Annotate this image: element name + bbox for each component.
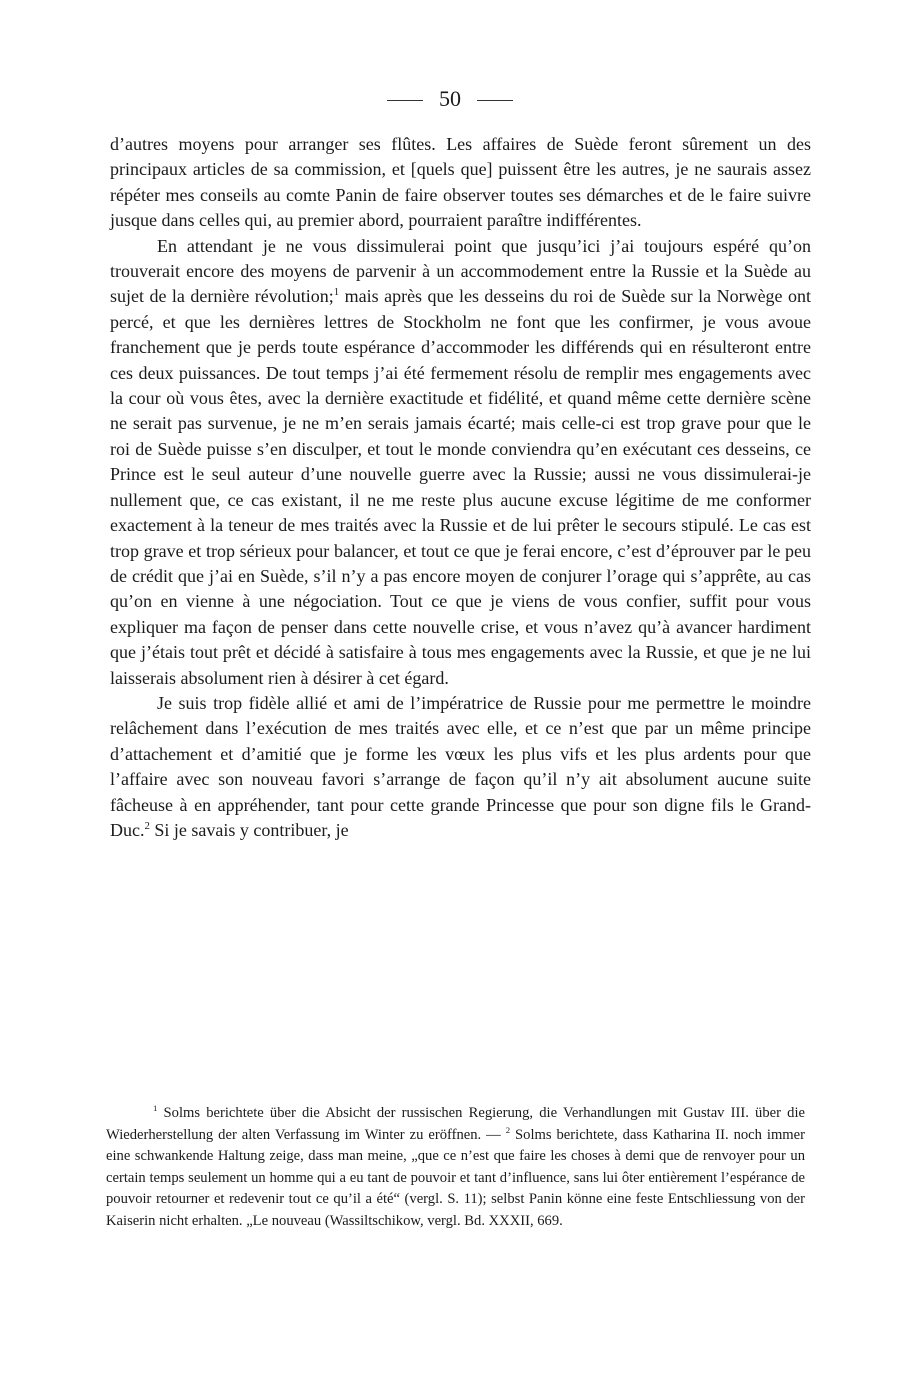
footnote-2-text: Solms berichtete, dass Katharina II. noch immer eine schwankende Haltung zeige, dass man meine, „que ce n’est que faire les choses à demi que de renvoyer pour un certain temps seulement un homme qui a eu tant de pouvoir et tant d’influence, sans lui ôter entièrement l’espérance de pouvoir retourner et redevenir tout ce qu’il a été“ (vergl. S. 11); selbst Panin könne eine feste Entschliessung von der Kaiserin nicht erhalten. „Le nouveau (Wassiltschikow, vergl. Bd. XXXII, 669.: [106, 1126, 805, 1229]
header-rule-left: [387, 100, 423, 101]
page-number: 50: [439, 86, 461, 111]
paragraph-3: [110, 691, 811, 843]
paragraph-3-part-2: Si je savais y contribuer, je: [149, 819, 349, 840]
paragraph-2: [110, 234, 811, 691]
page-header: [0, 86, 900, 112]
paragraph-1: d’autres moyens pour arranger ses flûtes. Les affaires de Suède feront sûrement un des principaux articles de sa commission, et [quels que] puissent être les autres, je ne saurais assez répéter mes conseils au comte Panin de faire observer toutes ses démarches et de le faire suivre jusque dans celles qui, au premier abord, pourraient paraître indifférentes.: [110, 134, 811, 231]
paragraph-3-part-1: Je suis trop fidèle allié et ami de l’impératrice de Russie pour me permettre le moindre relâchement dans l’exécution de mes traités avec elle, et ce n’est que par un même principe d’attachement et d’amitié que je forme les vœux les plus vifs et les plus ardents pour que l’affaire avec son nouveau favori s’arrange de façon qu’il n’y ait absolument aucune suite fâcheuse à en appréhender, tant pour cette grande Princesse que pour son digne fils le Grand-Duc.: [110, 692, 811, 840]
header-rule-right: [477, 100, 513, 101]
paragraph-2-part-2: mais après que les desseins du roi de Suède sur la Norwège ont percé, et que les dernières lettres de Stockholm ne font que les confirmer, je vous avoue franchement que je perds toute espérance d’accommoder les différends qui en résulteront entre ces deux puissances. De tout temps j’ai été fermement résolu de remplir mes engagements avec la cour où vous êtes, avec la dernière exactitude et fidélité, et quand même cette dernière scène ne serait pas survenue, je ne m’en serais jamais écarté; mais celle-ci est trop grave pour que le roi de Suède puisse s’en disculper, et tout le monde conviendra qu’en exécutant ces desseins, ce Prince est le seul auteur d’une nouvelle guerre avec la Russie; aussi ne vous dissimulerai-je nullement que, ce cas existant, il ne me reste plus aucune excuse légitime de me conformer exactement à la teneur de mes traités avec la Russie et de lui prêter le secours stipulé. Le cas est trop grave et trop sérieux pour balancer, et tout ce que je ferai encore, c’est d’éprouver par le peu de crédit que j’ai en Suède, s’il n’y a pas encore moyen de conjurer l’orage qui s’apprête, au cas qu’on en vienne à une négociation. Tout ce que je viens de vous confier, suffit pour vous expliquer ma façon de penser dans cette nouvelle crise, et vous n’avez qu’à avancer hardiment que j’étais tout prêt et décidé à satisfaire à tous mes engagements avec la Russie, et que je ne lui laisserais absolument rien à désirer à cet égard.: [110, 286, 812, 688]
footnotes: [106, 1103, 805, 1233]
main-text: [110, 132, 811, 843]
footnote-1-marker: 1: [153, 1103, 158, 1114]
footnote-2-marker: 2: [505, 1124, 511, 1135]
paragraph-2-part-1: En attendant je ne vous dissimulerai point que jusqu’ici j’ai toujours espéré qu’on trouverait encore des moyens de parvenir à un accommodement entre la Russie et la Suède au sujet de la dernière révolution;: [110, 235, 811, 307]
footnote-1-text: Solms berichtete über die Absicht der russischen Regierung, die Verhandlungen mit Gustav III. über die Wiederherstellung der alten Verfassung im Winter zu eröffnen. —: [106, 1105, 805, 1143]
footnote-ref-1: 1: [333, 286, 340, 299]
footnote-block: [106, 1103, 805, 1233]
footnote-ref-2: 2: [144, 819, 150, 832]
